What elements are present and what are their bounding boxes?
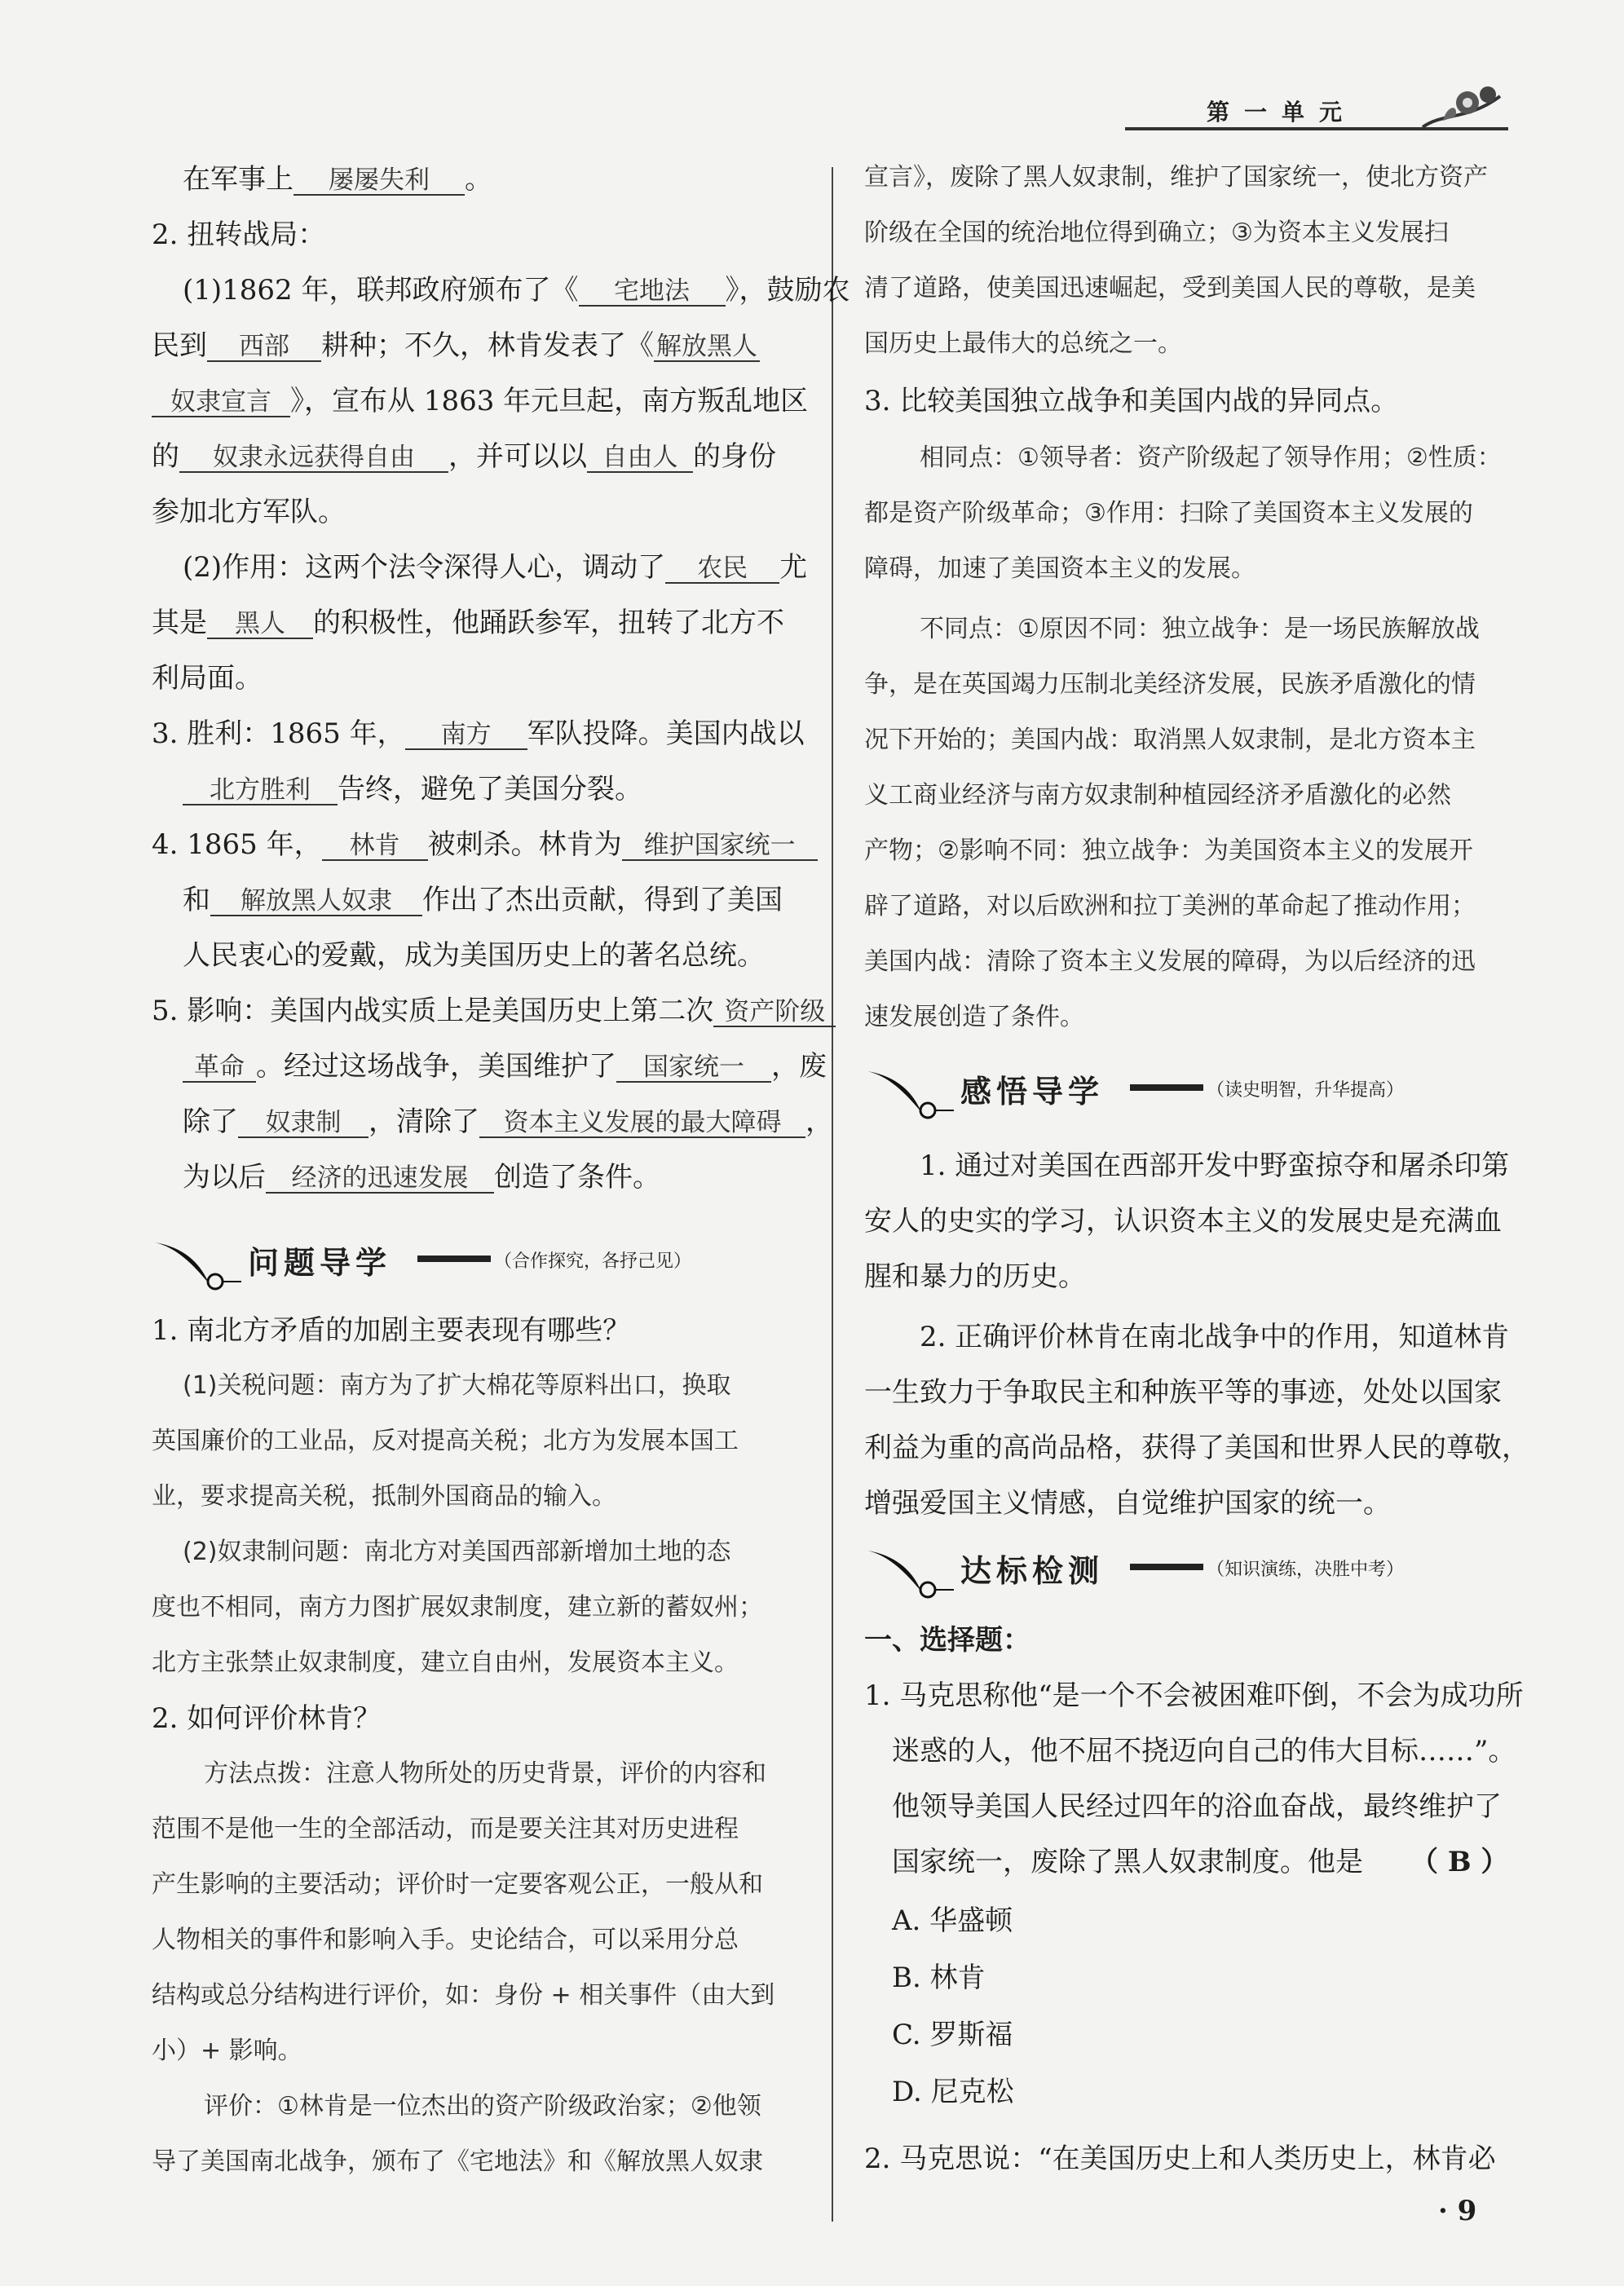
- answer-line: 宣言》，废除了黑人奴隶制，维护了国家统一，使北方资产: [864, 163, 1488, 192]
- section-title: 达标检测: [960, 1553, 1105, 1589]
- section-title: 问题导学: [248, 1245, 392, 1281]
- section-assessment: [864, 1539, 1533, 1604]
- answer-line: 小）+ 影响。: [152, 2037, 302, 2065]
- page-number: · 9: [1438, 2195, 1477, 2227]
- answer-blank: 资产阶级: [713, 998, 836, 1027]
- line-north-win: 北方胜利 告终，避免了美国分裂。: [183, 773, 642, 805]
- item-turnaround: 2. 扭转战局：: [152, 218, 326, 251]
- mc-question-2: 2. 马克思说：“在美国历史上和人类历史上，林肯必: [864, 2143, 1496, 2175]
- line-proclamation: 奴隶宣言 》，宣布从 1863 年元旦起，南方叛乱地区: [152, 385, 808, 417]
- answer-blank: 北方胜利: [183, 776, 338, 805]
- insight-line: 腥和暴力的历史。: [864, 1260, 1086, 1293]
- answer-blank: 南方: [405, 721, 527, 750]
- answer-line: 国历史上最伟大的总统之一。: [864, 329, 1182, 358]
- line-homestead: (1)1862 年，联邦政府颁布了《 宅地法 》，鼓励农: [183, 274, 850, 307]
- answer-blank: 维护国家统一: [622, 832, 818, 861]
- mc-option-c: C. 罗斯福: [892, 2019, 1013, 2051]
- answer-blank: 宅地法: [579, 277, 726, 307]
- answer-line: 度也不相同，南方力图扩展奴隶制度，建立新的蓄奴州；: [152, 1593, 763, 1622]
- answer-blank: 解放黑人奴隶: [210, 887, 422, 916]
- mc-option-b: B. 林肯: [892, 1962, 986, 1994]
- line-revolution: 革命 。经过这场战争，美国维护了 国家统一 ，废: [183, 1050, 827, 1083]
- answer-line: 人物相关的事件和影响入手。史论结合，可以采用分总: [152, 1926, 739, 1954]
- section-swoosh-icon: [864, 1060, 954, 1125]
- answer-line: 清了道路，使美国迅速崛起，受到美国人民的尊敬，是美: [864, 274, 1476, 302]
- insight-line: 1. 通过对美国在西部开发中野蛮掠夺和屠杀印第: [920, 1150, 1510, 1182]
- answer-blank: 林肯: [322, 832, 428, 861]
- answer-blank: 自由人: [587, 444, 693, 473]
- answer-line: 相同点：①领导者：资产阶级起了领导作用；②性质：: [920, 444, 1502, 472]
- insight-line: 安人的史实的学习，认识资本主义的发展史是充满血: [864, 1205, 1502, 1238]
- answer-line: 导了美国南北战争，颁布了《宅地法》和《解放黑人奴隶: [152, 2147, 763, 2176]
- section-inquiry: [152, 1231, 804, 1296]
- line-victory: 3. 胜利：1865 年， 南方 军队投降。美国内战以: [152, 717, 805, 750]
- section-tagline: （知识演练，决胜中考）: [1207, 1560, 1405, 1580]
- mc-answer: （ B ）: [1410, 1846, 1509, 1878]
- answer-line: 结构或总分结构进行评价，如：身份 + 相关事件（由大到: [152, 1981, 775, 2010]
- line-president: 人民衷心的爱戴，成为美国历史上的著名总统。: [183, 939, 765, 972]
- answer-line: 美国内战：清除了资本主义发展的障碍，为以后经济的迅: [864, 947, 1476, 976]
- mc-question-1: 国家统一，废除了黑人奴隶制度。他是: [892, 1846, 1363, 1878]
- answer-blank: 奴隶永远获得自由: [179, 444, 448, 473]
- answer-line: 义工商业经济与南方奴隶制种植园经济矛盾激化的必然: [864, 781, 1451, 810]
- answer-blank: 经济的迅速发展: [266, 1164, 494, 1194]
- answer-line: 业，要求提高关税，抵制外国商品的输入。: [152, 1482, 616, 1511]
- mc-question-1: 他领导美国人民经过四年的浴血奋战，最终维护了: [892, 1790, 1502, 1823]
- answer-blank: 奴隶制: [238, 1109, 368, 1138]
- line-contribution: 和 解放黑人奴隶 作出了杰出贡献，得到了美国: [183, 884, 783, 916]
- insight-line: 利益为重的高尚品格，获得了美国和世界人民的尊敬，: [864, 1432, 1529, 1464]
- line-military: 在军事上 屡屡失利 。: [183, 163, 492, 196]
- answer-line: (2)奴隶制问题：南北方对美国西部新增加土地的态: [183, 1538, 731, 1566]
- mc-question-1: 1. 马克思称他“是一个不会被困难吓倒，不会为成功所: [864, 1679, 1524, 1712]
- line-impact: 5. 影响：美国内战实质上是美国历史上第二次 资产阶级: [152, 995, 836, 1027]
- answer-blank: 农民: [665, 554, 779, 584]
- line-situation: 利局面。: [152, 662, 263, 695]
- answer-line: 北方主张禁止奴隶制度，建立自由州，发展资本主义。: [152, 1648, 739, 1677]
- section-reflection: [864, 1060, 1533, 1125]
- mc-option-a: A. 华盛顿: [892, 1904, 1013, 1937]
- section-bar: [1130, 1564, 1203, 1570]
- section-tagline: （读史明智，升华提高）: [1207, 1080, 1405, 1101]
- mc-question-1: 迷惑的人，他不屈不挠迈向自己的伟大目标……”。: [892, 1735, 1516, 1767]
- answer-line: 都是资产阶级革命；③作用：扫除了美国资本主义发展的: [864, 499, 1473, 527]
- mc-option-d: D. 尼克松: [892, 2076, 1014, 2108]
- section-title: 感悟导学: [960, 1074, 1105, 1110]
- answer-blank: 黑人: [207, 610, 313, 639]
- section-bar: [417, 1256, 491, 1262]
- answer-line: 阶级在全国的统治地位得到确立；③为资本主义发展扫: [864, 218, 1449, 247]
- answer-blank: 革命: [183, 1053, 256, 1083]
- answer-line: 障碍，加速了美国资本主义的发展。: [864, 554, 1256, 583]
- answer-line: 辟了道路，对以后欧洲和拉丁美洲的革命起了推动作用；: [864, 892, 1476, 920]
- insight-line: 一生致力于争取民主和种族平等的事迹，处处以国家: [864, 1376, 1502, 1409]
- unit-title: 第一单元: [1207, 99, 1357, 126]
- answer-line: 方法点拨：注意人物所处的历史背景，评价的内容和: [204, 1759, 766, 1788]
- line-effect: (2)作用：这两个法令深得人心，调动了 农民 尤: [183, 551, 808, 584]
- answer-line: 况下开始的；美国内战：取消黑人奴隶制，是北方资本主: [864, 726, 1476, 754]
- answer-line: 产生影响的主要活动；评价时一定要客观公正，一般从和: [152, 1870, 763, 1899]
- section-bar: [1130, 1084, 1203, 1091]
- question-2: 2. 如何评价林肯？: [152, 1702, 382, 1735]
- line-freedom: 的 奴隶永远获得自由 ，并可以以 自由人 的身份: [152, 440, 776, 473]
- answer-blank: 解放黑人: [654, 333, 760, 362]
- unit-header: [1125, 91, 1516, 132]
- answer-line: 评价：①林肯是一位杰出的资产阶级政治家；②他领: [204, 2092, 761, 2121]
- answer-line: 不同点：①原因不同：独立战争：是一场民族解放战: [920, 615, 1480, 643]
- answer-blank: 资本主义发展的最大障碍: [479, 1109, 805, 1138]
- section-swoosh-icon: [152, 1231, 241, 1296]
- answer-blank: 奴隶宣言: [152, 388, 290, 417]
- insight-line: 2. 正确评价林肯在南北战争中的作用，知道林肯: [920, 1321, 1510, 1353]
- line-economy: 为以后 经济的迅速发展 创造了条件。: [183, 1161, 660, 1194]
- answer-line: 产物；②影响不同：独立战争：为美国资本主义的发展开: [864, 836, 1473, 865]
- answer-line: 速发展创造了条件。: [864, 1003, 1084, 1031]
- answer-blank: 西部: [207, 333, 321, 362]
- flower-ornament-icon: [1419, 80, 1508, 137]
- line-join-army: 参加北方军队。: [152, 496, 346, 528]
- line-west: 民到 西部 耕种；不久，林肯发表了《解放黑人: [152, 329, 760, 362]
- insight-line: 增强爱国主义情感，自觉维护国家的统一。: [864, 1487, 1391, 1520]
- answer-line: 争，是在英国竭力压制北美经济发展，民族矛盾激化的情: [864, 670, 1476, 699]
- question-1: 1. 南北方矛盾的加剧主要表现有哪些？: [152, 1314, 631, 1347]
- line-black-people: 其是 黑人 的积极性，他踊跃参军，扭转了北方不: [152, 607, 784, 639]
- section-swoosh-icon: [864, 1539, 954, 1604]
- answer-line: 英国廉价的工业品，反对提高关税；北方为发展本国工: [152, 1427, 739, 1455]
- part-heading: 一、选择题：: [864, 1624, 1030, 1657]
- column-divider: [832, 167, 833, 2222]
- answer-line: 范围不是他一生的全部活动，而是要关注其对历史进程: [152, 1815, 739, 1843]
- answer-blank: 国家统一: [616, 1053, 771, 1083]
- answer-line: (1)关税问题：南方为了扩大棉花等原料出口，换取: [183, 1371, 731, 1400]
- section-tagline: （合作探究，各抒己见）: [494, 1251, 692, 1272]
- line-lincoln: 4. 1865 年， 林肯 被刺杀。林肯为 维护国家统一: [152, 828, 818, 861]
- answer-blank: 屡屡失利: [293, 166, 465, 196]
- question-3: 3. 比较美国独立战争和美国内战的异同点。: [864, 385, 1399, 417]
- line-abolish: 除了 奴隶制 ，清除了 资本主义发展的最大障碍 ，: [183, 1105, 833, 1138]
